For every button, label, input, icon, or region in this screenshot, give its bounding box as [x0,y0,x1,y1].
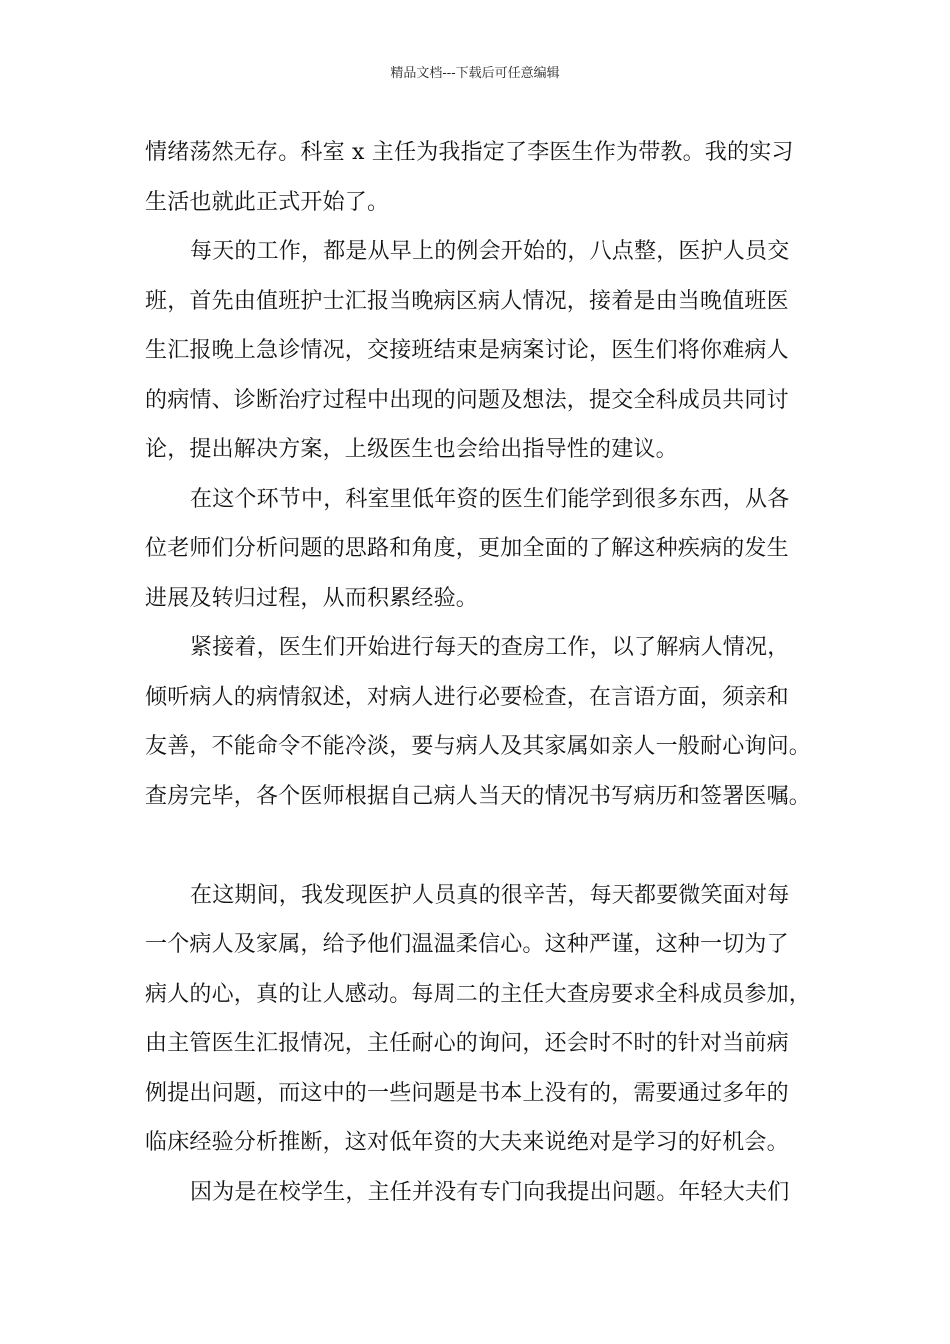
paragraph [145,871,825,1168]
text-line: 在这个环节中，科室里低年资的医生们能学到很多东西，从各 [190,486,790,512]
paragraph [145,475,825,624]
paragraph [145,1168,825,1218]
text-line: 倾听病人的病情叙述，对病人进行必要检查，在言语方面，须亲和 [145,684,789,710]
blank-line [145,821,825,871]
text-line: 因为是在校学生，主任并没有专门向我提出问题。年轻大夫们 [190,1179,790,1205]
text-line: 进展及转归过程，从而积累经验。 [145,585,479,611]
text-line: 每天的工作，都是从早上的例会开始的，八点整，医护人员交 [190,239,790,264]
text-line: 病人的心，真的让人感动。每周二的主任大查房要求全科成员参加， [145,981,812,1007]
text-line: 的病情、诊断治疗过程中出现的问题及想法，提交全科成员共同讨 [145,387,789,413]
text-line: 生汇报晚上急诊情况，交接班结束是病案讨论，医生们将你难病人 [145,338,789,363]
paragraph [145,128,825,227]
text-line: 论，提出解决方案，上级医生也会给出指导性的建议。 [145,437,678,462]
text-line: 一个病人及家属，给予他们温温柔信心。这种严谨，这种一切为了 [145,932,789,957]
text-line: 查房完毕，各个医师根据自己病人当天的情况书写病历和签署医嘱。 [145,783,812,809]
text-line: 在这期间，我发现医护人员真的很辛苦，每天都要微笑面对每 [190,882,790,908]
text-line: 友善，不能命令不能冷淡，要与病人及其家属如亲人一般耐心询问。 [145,734,812,759]
text-line: 生活也就此正式开始了。 [145,189,390,215]
text-line: 位老师们分析问题的思路和角度，更加全面的了解这种疾病的发生 [145,536,789,561]
document-body [145,128,825,1217]
text-line: 例提出问题，而这中的一些问题是书本上没有的，需要通过多年的 [145,1080,789,1106]
paragraph [145,623,825,821]
text-line: 紧接着，医生们开始进行每天的查房工作，以了解病人情况， [190,635,790,660]
text-line: 班，首先由值班护士汇报当晚病区病人情况，接着是由当晚值班医 [145,288,789,314]
paragraph [145,227,825,475]
page-header: 精品文档---下载后可任意编辑 [390,66,560,81]
text-line: 情绪荡然无存。科室 x 主任为我指定了李医生作为带教。我的实习 [145,140,794,165]
text-line: 临床经验分析推断，这对低年资的大夫来说绝对是学习的好机会。 [145,1130,789,1155]
text-line: 由主管医生汇报情况，主任耐心的询问，还会时不时的针对当前病 [145,1031,789,1056]
